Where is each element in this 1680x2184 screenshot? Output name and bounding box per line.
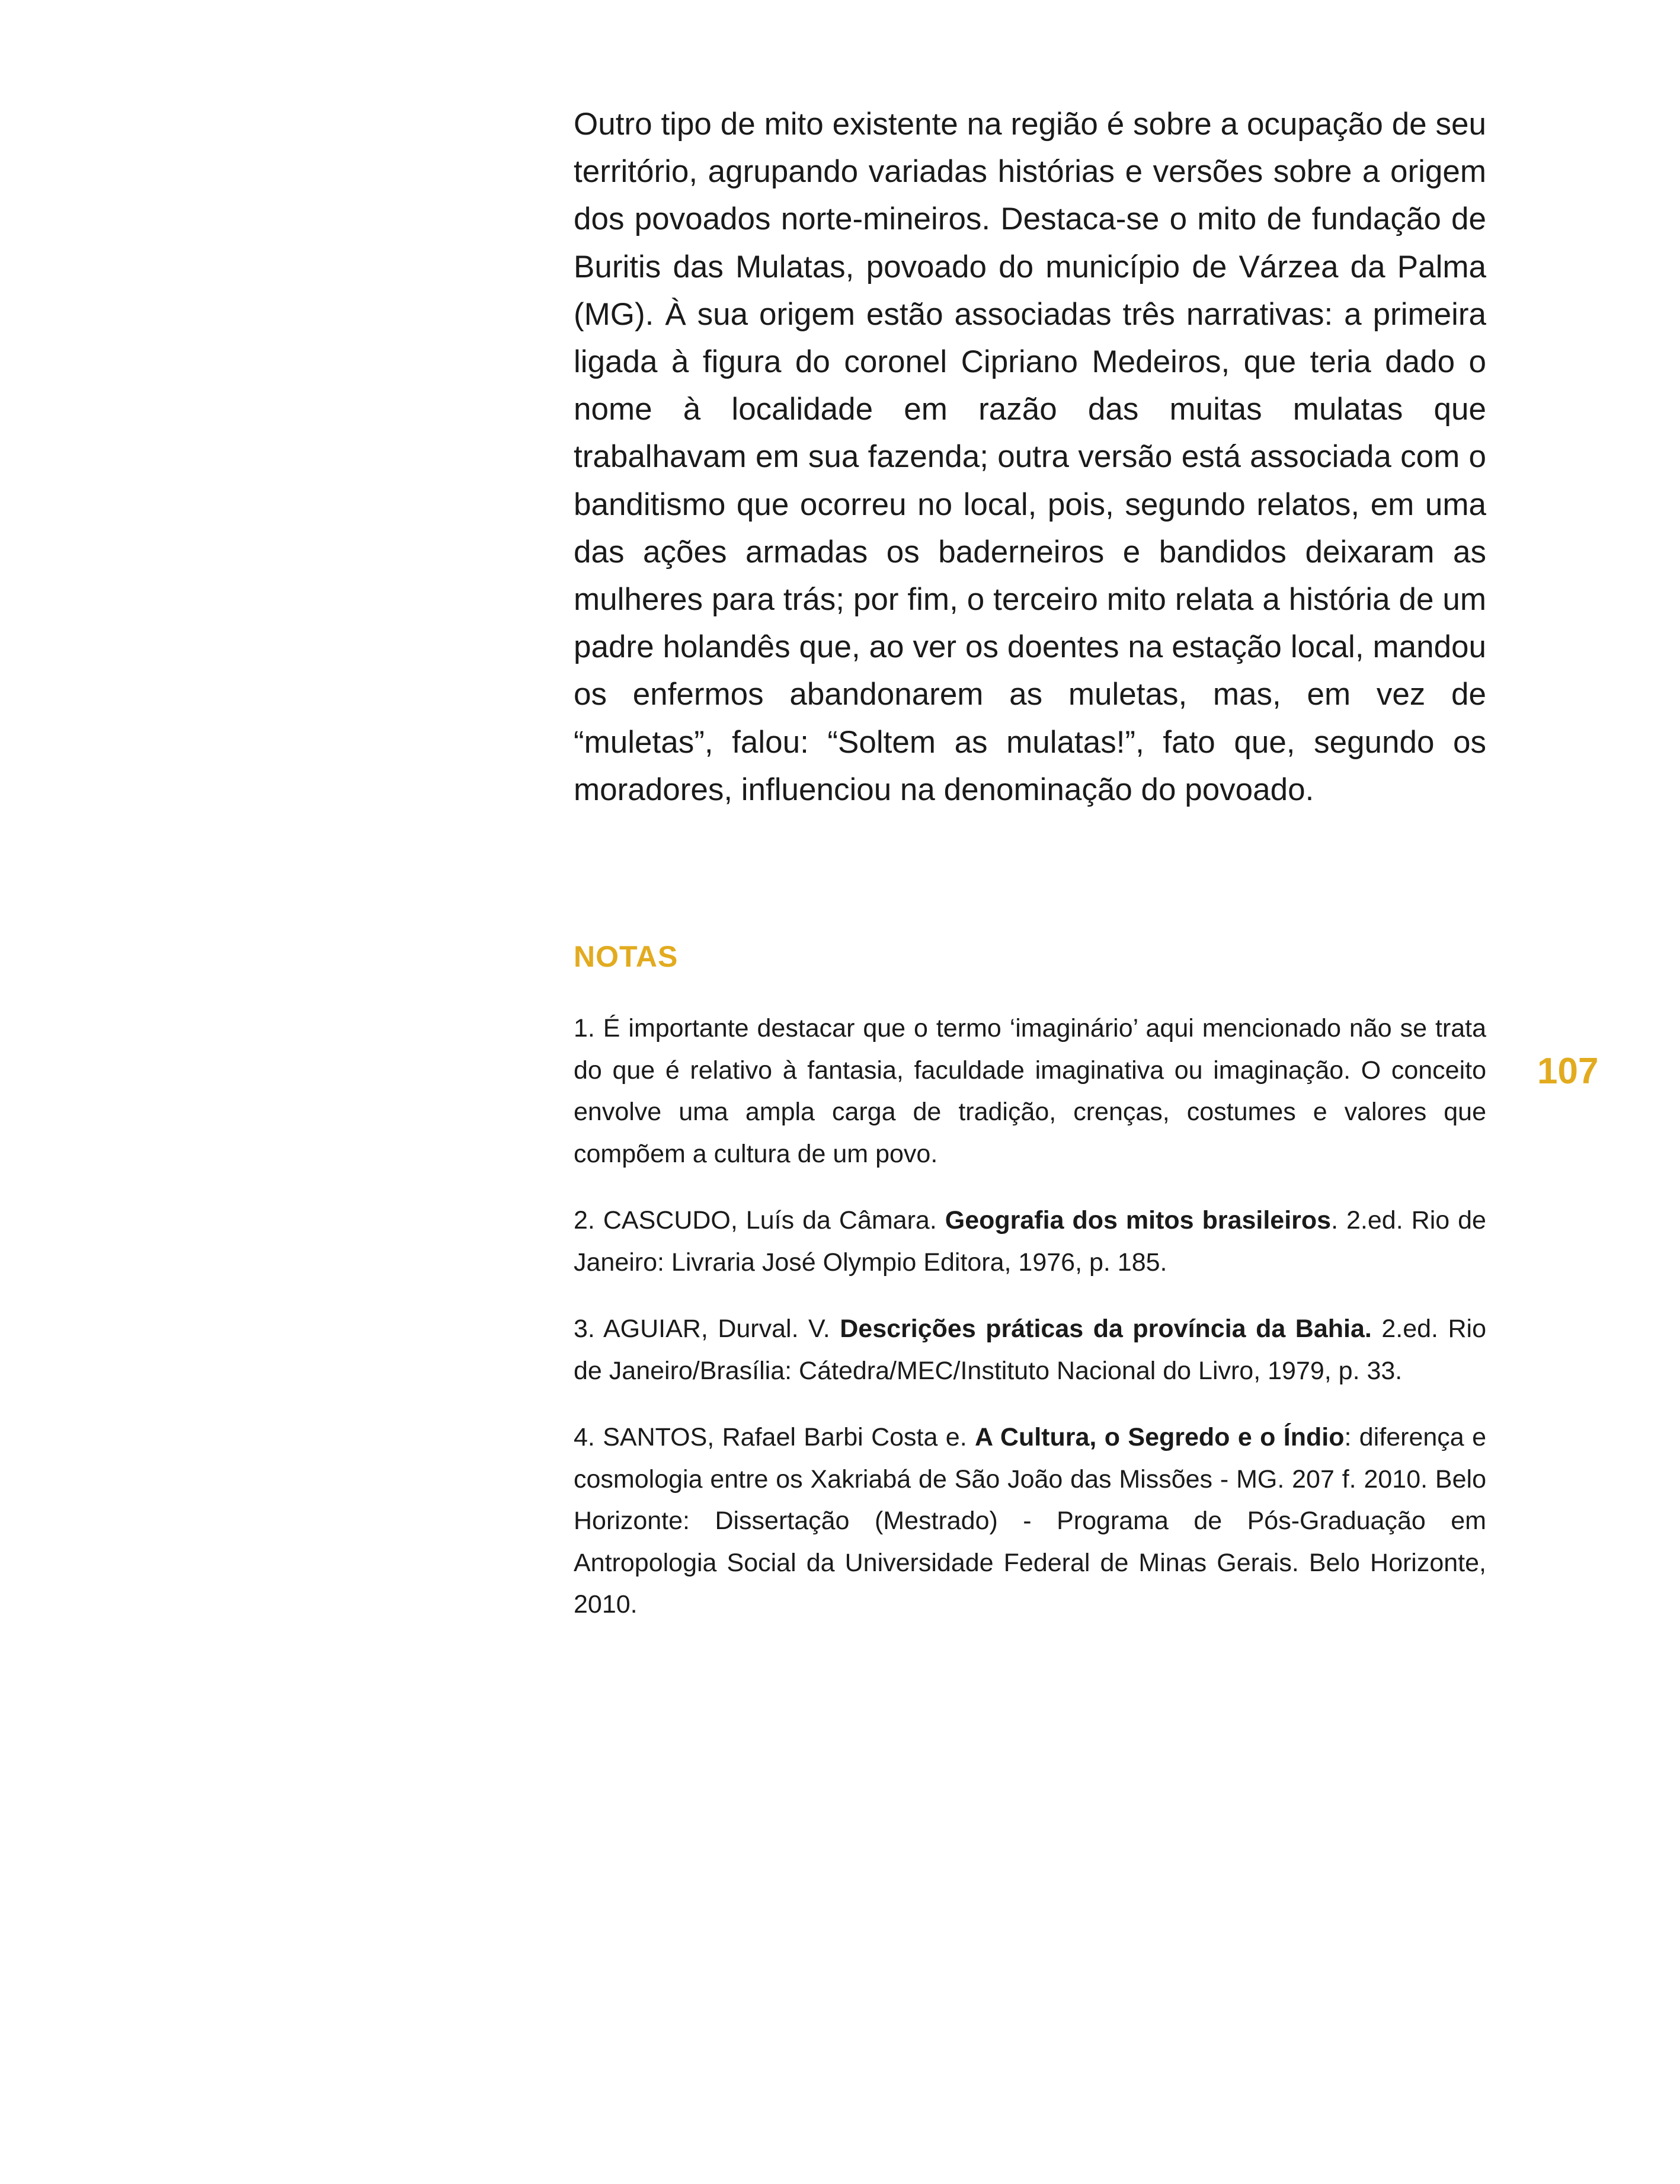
- note-text: 2. CASCUDO, Luís da Câmara.: [574, 1206, 945, 1235]
- note-item: [574, 1008, 1486, 1175]
- note-item: [574, 1308, 1486, 1392]
- note-title: Descrições práticas da província da Bahia.: [840, 1315, 1372, 1343]
- note-title: Geografia dos mitos brasileiros: [945, 1206, 1332, 1235]
- note-text: 1. É importante destacar que o termo ‘imaginário’ aqui mencionado não se trata do que é relativo à fantasia, faculdade imaginativa ou imaginação. O conceito envolve uma ampla carga de tradição, crenças, costumes e valores que compõem a cultura de um povo.: [574, 1014, 1486, 1168]
- note-text: 4. SANTOS, Rafael Barbi Costa e.: [574, 1423, 975, 1451]
- note-text: 3. AGUIAR, Durval. V.: [574, 1315, 840, 1343]
- note-item: [574, 1200, 1486, 1283]
- note-text: 2.ed. Rio de Janeiro/Brasília: Cátedra/MEC/Instituto Nacional do Livro, 1979, p. 33.: [574, 1315, 1487, 1385]
- note-text: : diferença e cosmologia entre os Xakriabá de São João das Missões - MG. 207 f. 2010. Belo Horizonte: Dissertação (Mestrado) - Programa de Pós-Graduação em Antropologia Social da Universidade Federal de Minas Gerais. Belo Horizonte, 2010.: [574, 1423, 1486, 1619]
- note-text: . 2.ed. Rio de Janeiro: Livraria José Olympio Editora, 1976, p. 185.: [574, 1206, 1486, 1277]
- body-paragraph: Outro tipo de mito existente na região é sobre a ocupação de seu território, agrupando variadas histórias e versões sobre a origem dos povoados norte-mineiros. Destaca-se o mito de fundação de Buritis das Mulatas, povoado do município de Várzea da Palma (MG). À sua origem estão associadas três narrativas: a primeira ligada à figura do coronel Cipriano Medeiros, que teria dado o nome à localidade em razão das muitas mulatas que trabalhavam em sua fazenda; outra versão está associada com o banditismo que ocorreu no local, pois, segundo relatos, em uma das ações armadas os baderneiros e bandidos deixaram as mulheres para trás; por fim, o terceiro mito relata a história de um padre holandês que, ao ver os doentes na estação local, mandou os enfermos abandonarem as muletas, mas, em vez de “muletas”, falou: “Soltem as mulatas!”, fato que, segundo os moradores, influenciou na denominação do povoado.: [574, 107, 1486, 807]
- note-item: [574, 1416, 1486, 1626]
- page-number: 107: [1537, 1051, 1599, 1092]
- notes-list: [574, 1008, 1486, 1651]
- note-title: A Cultura, o Segredo e o Índio: [975, 1423, 1345, 1451]
- notes-heading: NOTAS: [574, 940, 679, 973]
